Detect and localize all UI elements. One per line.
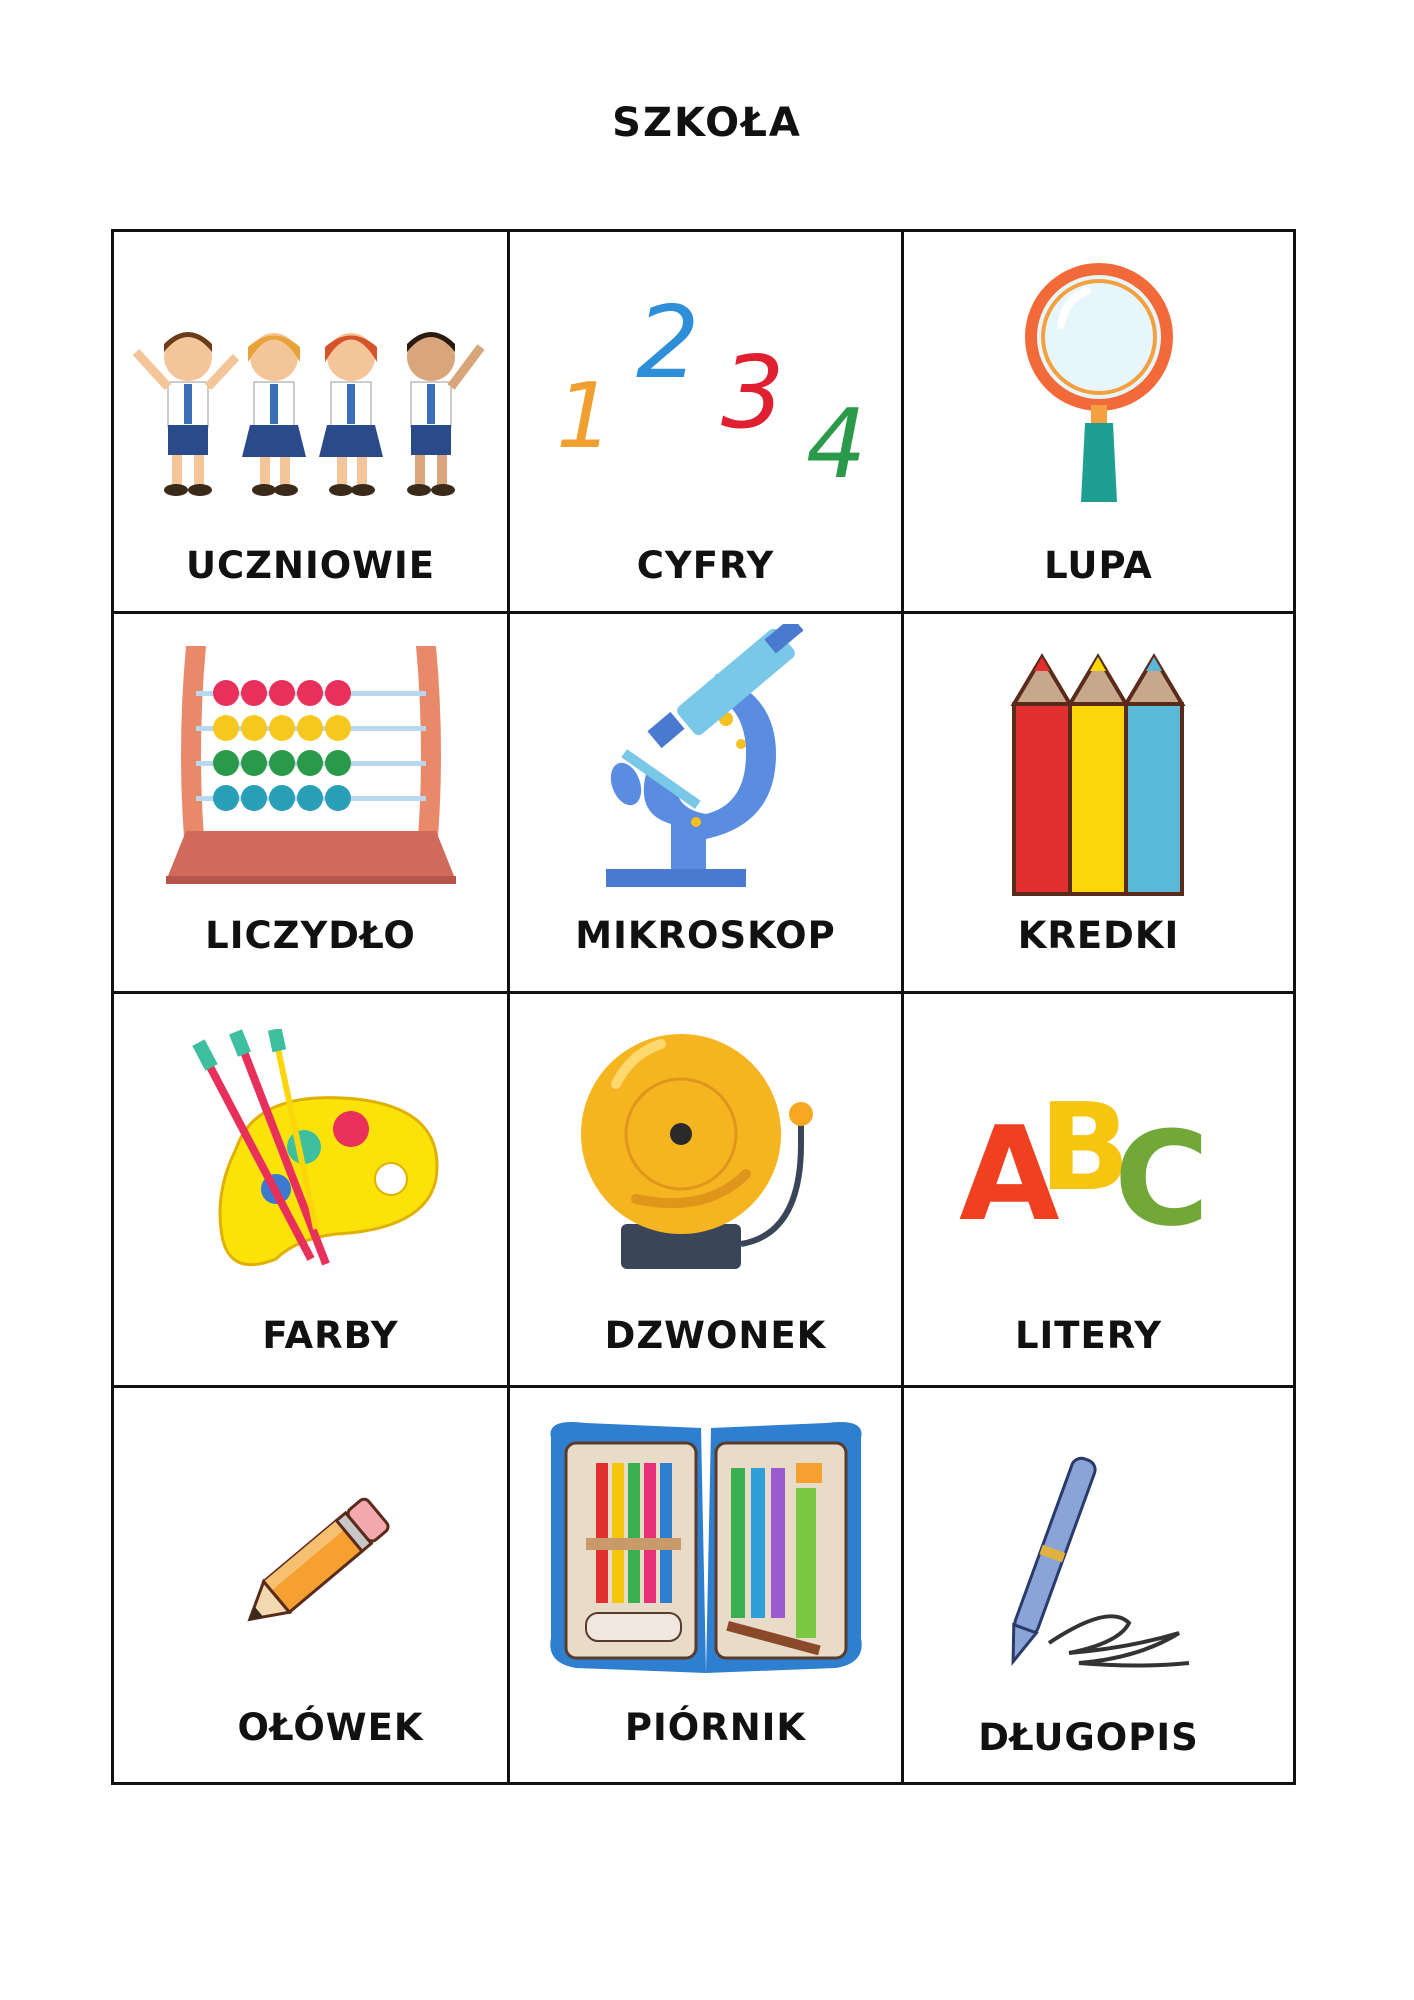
bell-icon (576, 1024, 836, 1284)
card-label: LICZYDŁO (205, 914, 416, 957)
card-mikroskop (510, 614, 901, 991)
card-label: UCZNIOWIE (185, 544, 436, 587)
card-piornik (510, 1388, 901, 1782)
card-kredki (904, 614, 1293, 991)
abacus-icon (156, 636, 466, 896)
svg-text:3: 3 (720, 334, 785, 451)
card-litery (904, 994, 1293, 1385)
pen-icon (989, 1443, 1209, 1683)
paint-palette-icon (176, 1029, 446, 1289)
student-girl (242, 333, 306, 496)
card-label: DZWONEK (604, 1314, 827, 1357)
card-dzwonek (510, 994, 901, 1385)
magnifier-icon (999, 257, 1199, 517)
students-icon (126, 312, 496, 502)
svg-text:4: 4 (805, 390, 866, 497)
card-lupa (904, 232, 1293, 611)
card-label: MIKROSKOP (575, 914, 836, 957)
card-olowek (114, 1388, 507, 1782)
card-uczniowie (114, 232, 507, 611)
student-boy (407, 332, 481, 496)
card-label: DŁUGOPIS (978, 1716, 1199, 1759)
card-label: CYFRY (636, 544, 775, 587)
card-label: PIÓRNIK (624, 1706, 807, 1749)
card-label: OŁÓWEK (237, 1706, 424, 1749)
svg-text:B: B (1038, 1079, 1130, 1218)
card-label: LUPA (1044, 544, 1153, 587)
svg-text:C: C (1113, 1103, 1209, 1239)
microscope-icon (576, 624, 836, 894)
svg-text:2: 2 (635, 287, 700, 401)
card-cyfry (510, 232, 901, 611)
pencil-icon (226, 1488, 396, 1648)
crayons-icon (1004, 649, 1194, 899)
page-title: SZKOŁA (612, 100, 802, 146)
card-label: LITERY (1014, 1314, 1163, 1357)
flashcard-grid (111, 229, 1296, 1785)
pencil-case-icon (546, 1418, 866, 1678)
card-label: KREDKI (1017, 914, 1180, 957)
card-farby (114, 994, 507, 1385)
abc-letters-icon (959, 1069, 1239, 1239)
card-dlugopis (904, 1388, 1293, 1782)
card-liczydlo (114, 614, 507, 991)
student-girl (319, 333, 383, 496)
svg-text:1: 1 (555, 364, 613, 469)
svg-text:A: A (958, 1098, 1060, 1239)
student-boy (136, 332, 236, 496)
card-label: FARBY (262, 1314, 399, 1357)
digits-icon (526, 287, 886, 497)
